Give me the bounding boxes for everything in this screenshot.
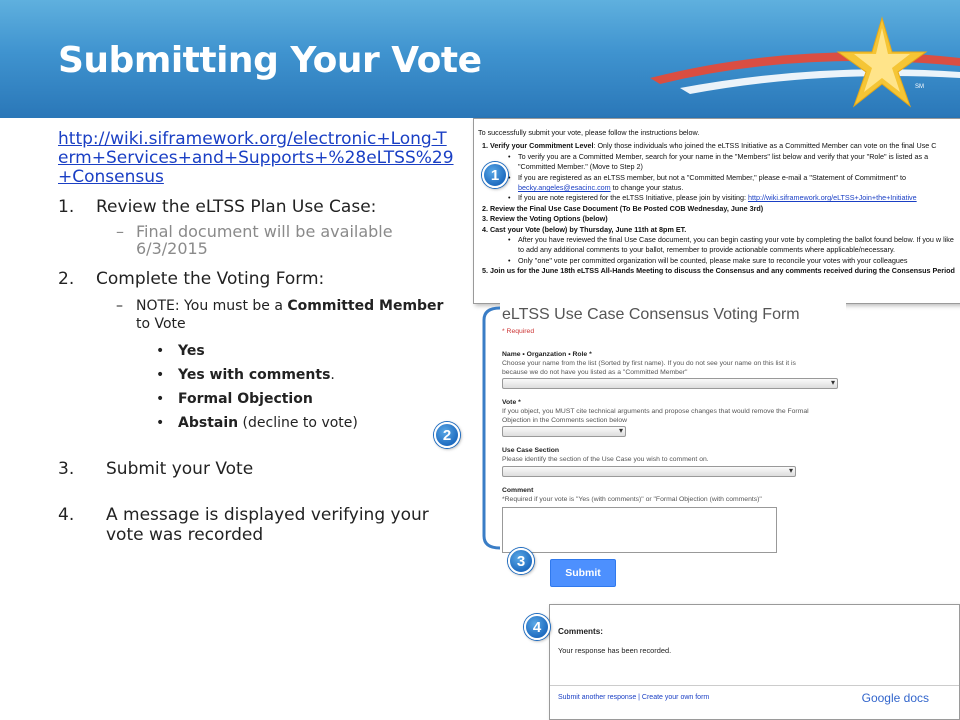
section-help: Please identify the section of the Use Case you wish to comment on. [502, 456, 709, 464]
comment-textarea[interactable] [502, 507, 777, 553]
step-3 [58, 459, 454, 479]
section-select[interactable] [502, 466, 796, 477]
step-1-subitem: – Final document will be available 6/3/2015 [116, 222, 393, 258]
instr-bullet: • After you have reviewed the final Use Case document, you can begin casting your vote by completing the ballot found below. If you w like to add any additional comments to your ballot, remember to provide actionable comments where applicable/necessary. [478, 235, 958, 256]
star-logo-icon [620, 0, 960, 118]
instructions-list [58, 130, 454, 545]
instr-step-3: 3. Review the Voting Options (below) [482, 214, 608, 224]
service-mark: SM [915, 84, 924, 90]
note-post: to Vote [136, 316, 186, 332]
subitem-text: Final document will be available 6/3/2015 [136, 222, 393, 258]
step-badge-2: 2 [434, 422, 460, 448]
step-badge-4: 4 [524, 614, 550, 640]
instr-bullet: • Only "one" vote per committed organization will be counted, please make sure to reconcile your votes with your colleagues [478, 256, 958, 266]
vote-option: • Abstain (decline to vote) [156, 415, 358, 431]
confirmation-screenshot [549, 604, 960, 720]
step-number: 2. [58, 269, 75, 289]
vote-option: • Yes with comments. [156, 367, 335, 383]
step-1 [58, 197, 454, 217]
step-badge-1: 1 [482, 162, 508, 188]
page-title: Submitting Your Vote [58, 40, 482, 81]
form-title: eLTSS Use Case Consensus Voting Form [502, 306, 800, 323]
instr-step-5: 5. Join us for the June 18th eLTSS All-Hands Meeting to discuss the Consensus and any comments received during the Consensus Period [482, 266, 955, 276]
voting-form-screenshot [500, 300, 846, 572]
step-number: 4. [58, 505, 75, 525]
name-select[interactable] [502, 378, 838, 389]
instr-bullet: • If you are note registered for the eLTSS Initiative, please join by visiting: http://wiki.siframework.org/eLTSS+Join+the+Initiative [478, 193, 958, 203]
title-banner [0, 0, 960, 118]
step-2-subitem: – NOTE: You must be a Committed Member to Vote [116, 298, 444, 332]
instr-step-1-text: : Only those individuals who joined the eLTSS Initiative as a Committed Member can vote on the final Use C [593, 141, 937, 151]
required-note: * Required [502, 328, 535, 335]
step-4 [58, 505, 454, 545]
instructions-screenshot [473, 118, 960, 304]
instr-step-2: 2. Review the Final Use Case Document (To Be Posted COB Wednesday, June 3rd) [482, 203, 764, 213]
note-pre: NOTE: You must be a [136, 298, 288, 314]
vote-label: Vote * [502, 399, 521, 407]
instr-step-1: 1. Verify your Commitment Level [482, 141, 594, 151]
step-number: 3. [58, 459, 75, 479]
step-text: Review the eLTSS Plan Use Case: [96, 197, 377, 217]
instr-bullet: • To verify you are a Committed Member, search for your name in the "Members" list below and verify that your "Role" is listed as a "Committed Member." (Move to Step 2) [478, 152, 958, 173]
comment-label: Comment [502, 486, 534, 494]
vote-option: • Formal Objection [156, 391, 313, 407]
step-text: Complete the Voting Form: [96, 269, 325, 289]
join-link[interactable]: http://wiki.siframework.org/eLTSS+Join+the+Initiative [748, 193, 917, 203]
name-label: Name • Organzation • Role * [502, 351, 592, 358]
section-label: Use Case Section [502, 447, 560, 455]
vote-options [58, 339, 454, 435]
confirmation-title: Comments: [558, 627, 604, 636]
submit-button[interactable]: Submit [550, 559, 616, 587]
instr-bullet: • If you are registered as an eLTSS member, but not a "Committed Member," please e-mail a "Statement of Commitment" to becky.angeles@esacinc.com to change your status. [478, 173, 958, 194]
google-docs-logo: Google docs [861, 691, 929, 705]
name-help: Choose your name from the list (Sorted by first name). If you do not see your name on this list it is because we do not have you listed as a "Committed Member" [502, 360, 796, 376]
vote-select[interactable] [502, 426, 626, 437]
step-text: Submit your Vote [106, 459, 254, 479]
response-links[interactable]: Submit another response | Create your own form [558, 694, 710, 701]
instr-step-4: 4. Cast your Vote (below) by Thursday, June 11th at 8pm ET. [482, 224, 687, 234]
divider [550, 685, 959, 686]
vote-option: • Yes [156, 343, 205, 359]
comment-help: *Required if your vote is "Yes (with comments)" or "Formal Objection (with comments)" [502, 495, 762, 503]
confirmation-message: Your response has been recorded. [558, 646, 672, 655]
consensus-wiki-link[interactable]: http://wiki.siframework.org/electronic+Long-Term+Services+and+Supports+%28eLTSS%29+Consensus [58, 129, 454, 187]
note-bold: Committed Member [287, 298, 444, 314]
step-number: 1. [58, 197, 75, 217]
step-2 [58, 269, 454, 289]
instructions-intro: To successfully submit your vote, please follow the instructions below. [478, 128, 700, 137]
step-badge-3: 3 [508, 548, 534, 574]
step-text: A message is displayed verifying your vote was recorded [106, 505, 429, 545]
email-link[interactable]: becky.angeles@esacinc.com [518, 183, 611, 193]
vote-help: If you object, you MUST cite technical arguments and propose changes that would remove the Formal Objection in the Comments section below [502, 408, 809, 424]
